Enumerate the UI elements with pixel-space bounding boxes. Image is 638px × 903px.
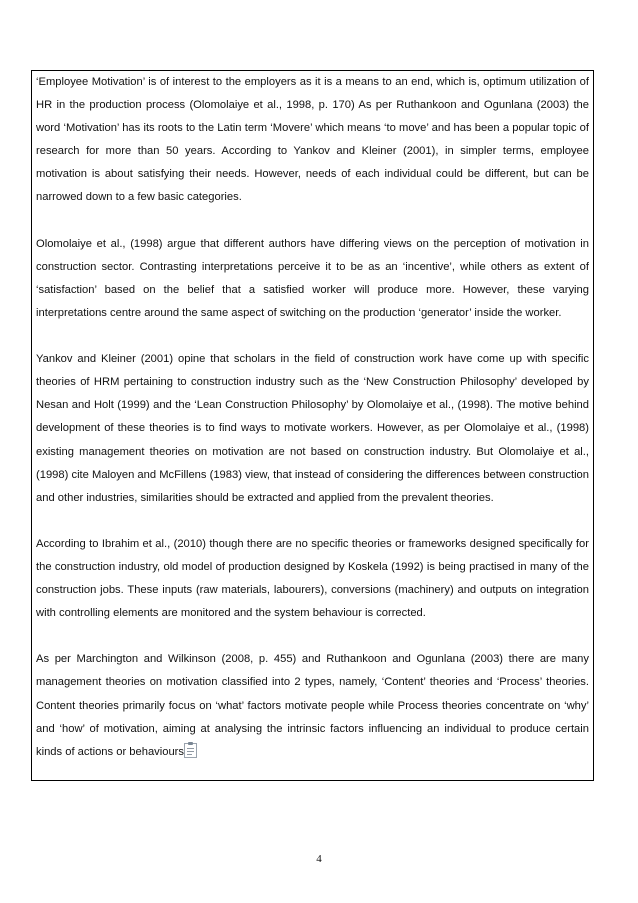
page-number: 4 [316, 853, 322, 865]
paragraph-content-process-text: As per Marchington and Wilkinson (2008, p. 455) and Ruthankoon and Ogunlana (2003) there are many management theories on motivation classified into 2 types, namely, ‘Content’ theories and ‘Process’ theories. Content theories primarily focus on ‘what’ factors motivate people while Process theories concentrate on ‘why’ and ‘how’ of motivation, aiming at analysing the intrinsic factors influencing an individual to produce certain kinds of actions or behaviours [36, 653, 589, 758]
document-body [36, 71, 589, 764]
paragraph-construction-hrm-theories: Yankov and Kleiner (2001) opine that scholars in the field of construction work have come up with specific theories of HRM pertaining to construction industry such as the ‘New Construction Philosophy’ developed by Nesan and Holt (1999) and the ‘Lean Construction Philosophy’ by Olomolaiye et al., (1998). The motive behind development of these theories is to find ways to motivate workers. However, as per Olomolaiye et al., (1998) existing management theories on motivation are not based on construction industry. But Olomolaiye et al., (1998) cite Maloyen and McFillens (1983) view, that instead of considering the differences between construction and other industries, similarities should be extracted and applied from the prevalent theories. [36, 353, 589, 504]
paragraph-content-process-theories [36, 648, 589, 763]
note-icon[interactable] [184, 743, 197, 758]
paragraph-koskela-model: According to Ibrahim et al., (2010) though there are no specific theories or frameworks designed specifically for the construction industry, old model of production designed by Koskela (1992) is being practised in many of the construction jobs. These inputs (raw materials, labourers), conversions (machinery) and outputs on integration with controlling elements are monitored and the system behaviour is corrected. [36, 537, 589, 620]
paragraph-employee-motivation: ‘Employee Motivation’ is of interest to the employers as it is a means to an end, which is, optimum utilization of HR in the production process (Olomolaiye et al., 1998, p. 170) As per Ruthankoon and Ogunlana (2003) the word ‘Motivation’ has its roots to the Latin term ‘Movere’ which means ‘to move’ and has been a popular topic of research for more than 50 years. According to Yankov and Kleiner (2001), in simpler terms, employee motivation is about satisfying their needs. However, needs of each individual could be different, but can be narrowed down to a few basic categories. [36, 76, 589, 204]
paragraph-perception-of-motivation: Olomolaiye et al., (1998) argue that different authors have differing views on the perception of motivation in construction sector. Contrasting interpretations perceive it to be as an ‘incentive’, while others as extent of ‘satisfaction’ based on the belief that a satisfied worker will produce more. However, these varying interpretations centre around the same aspect of switching on the production ‘generator’ inside the worker. [36, 237, 589, 319]
